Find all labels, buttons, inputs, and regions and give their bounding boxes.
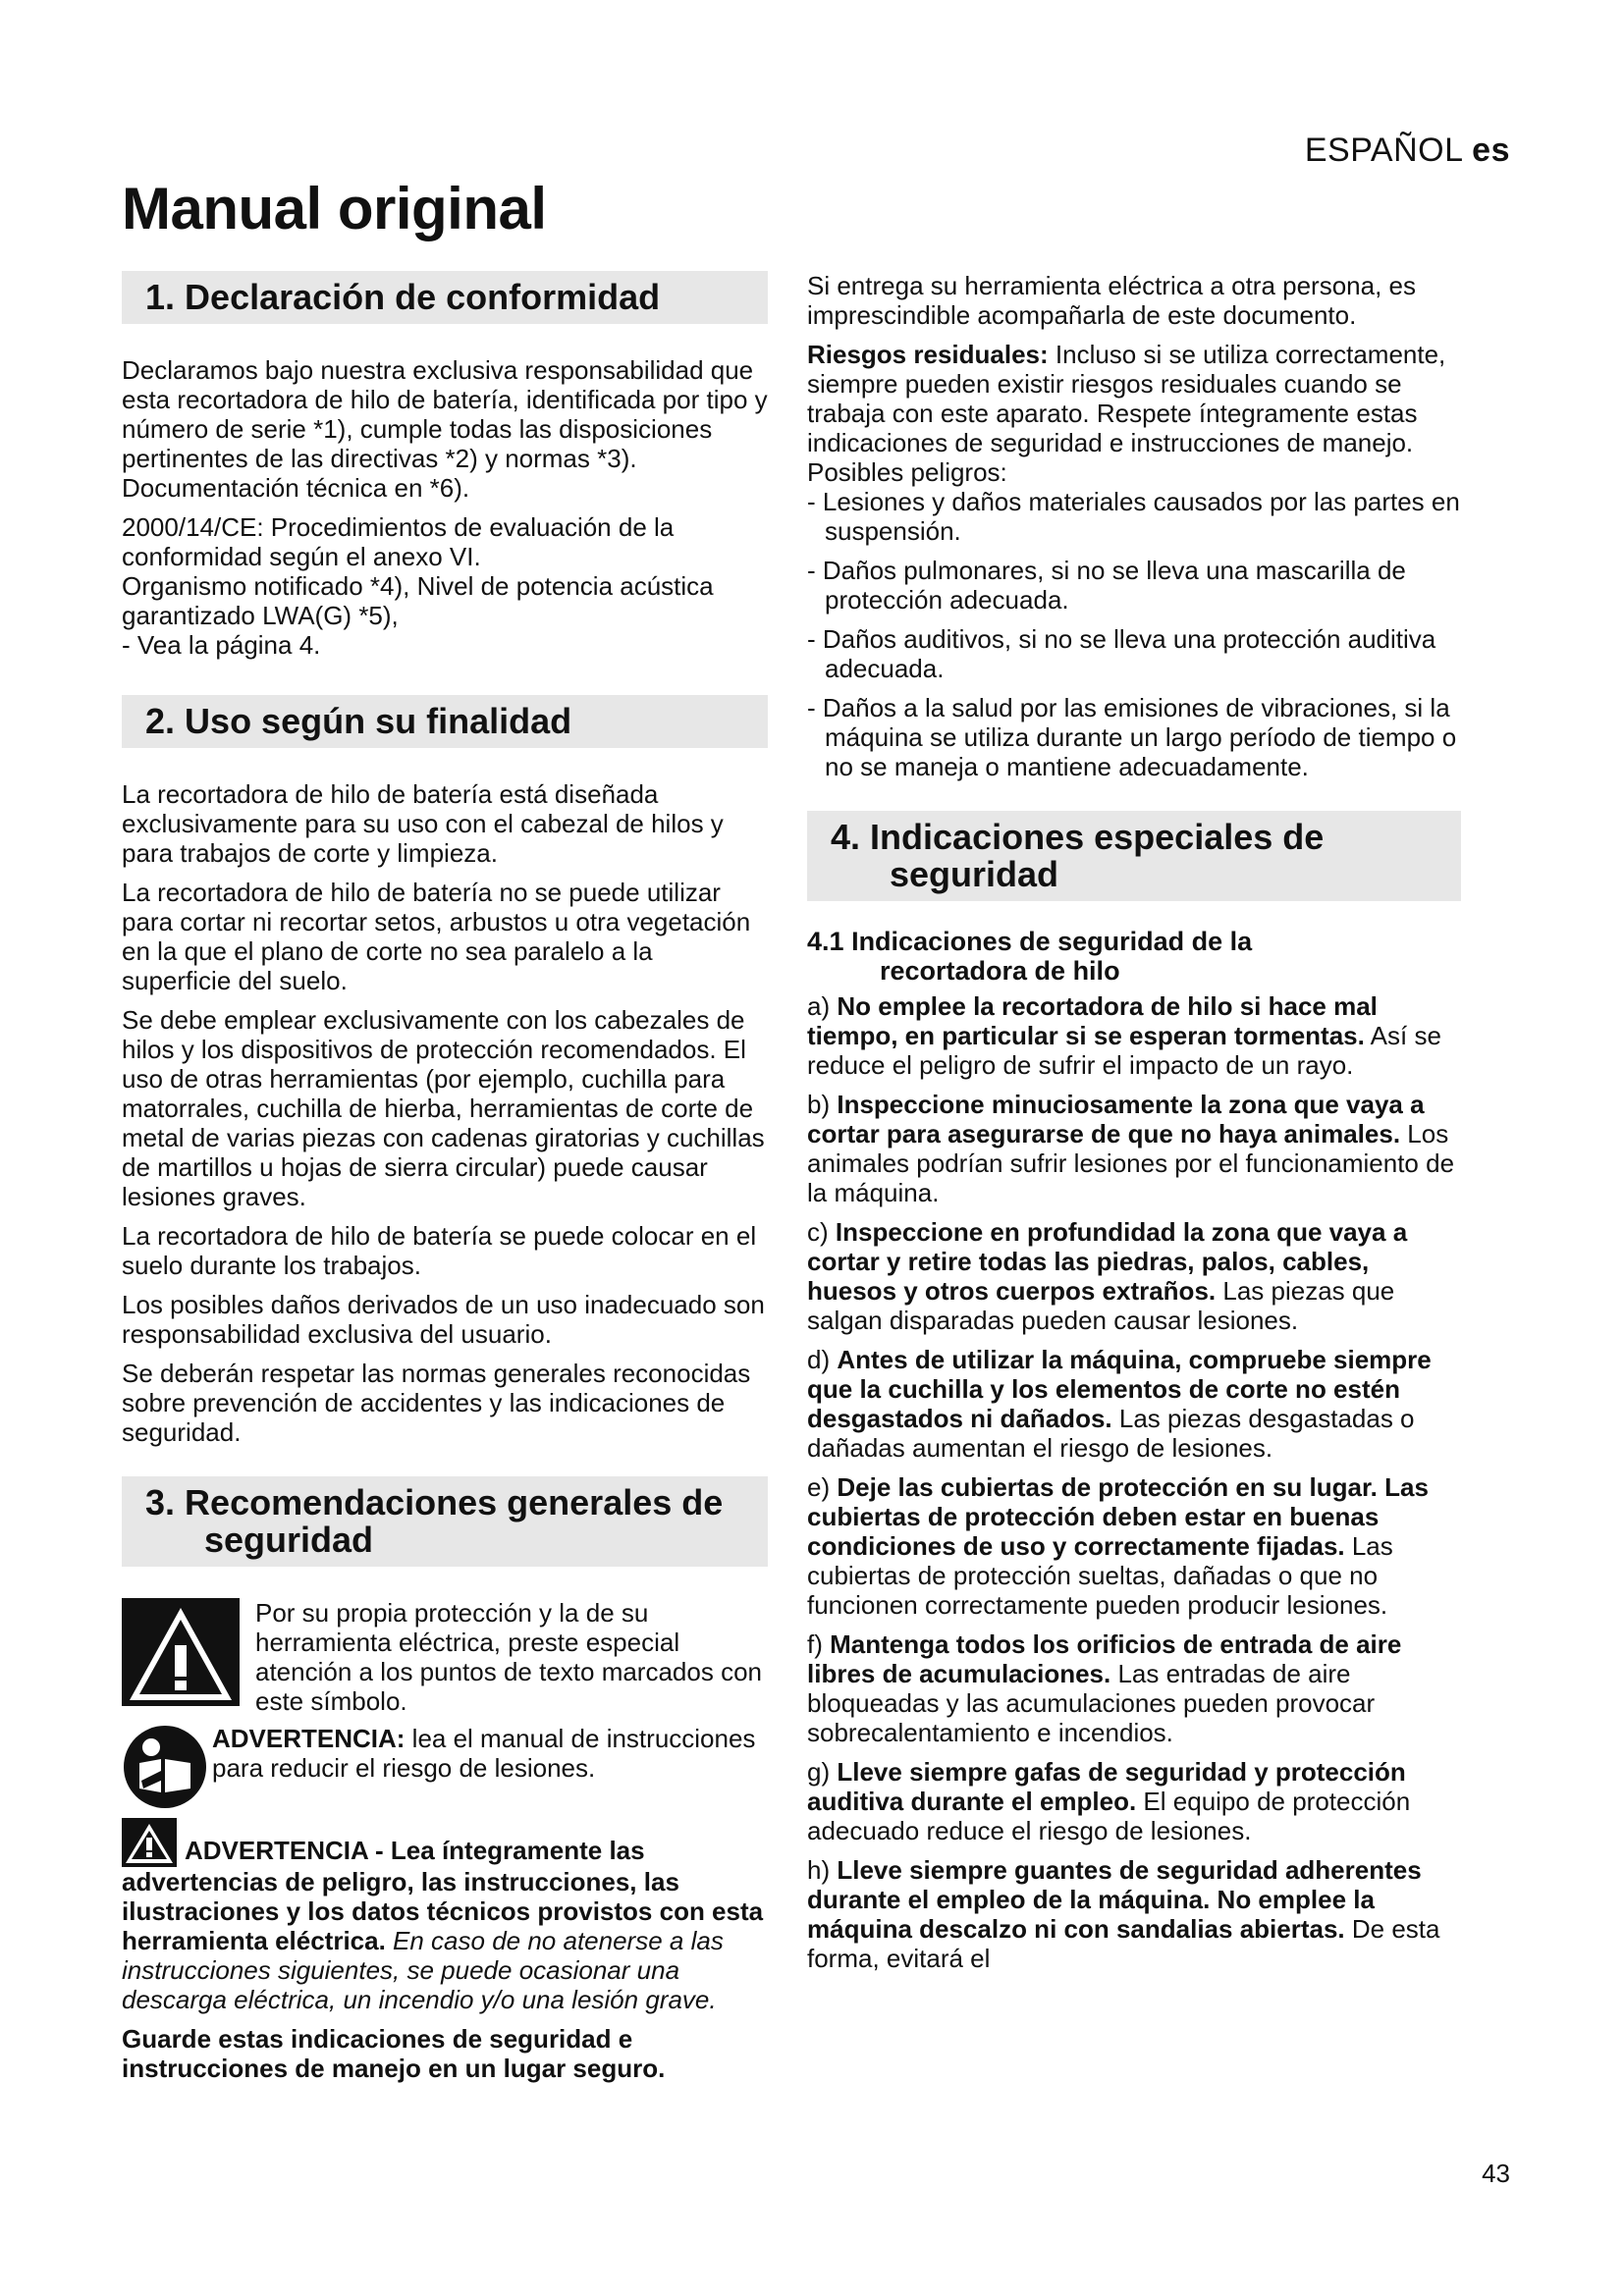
- item-text: Los animales podrían sufrir lesiones por el funcionamiento de la máquina.: [807, 1119, 1455, 1207]
- paragraph: La recortadora de hilo de batería no se puede utilizar para cortar ni recortar setos, arbustos u otra vegetación en la que el plano de corte no sea paralelo a la superficie del suelo.: [122, 878, 751, 995]
- section-title-line2: seguridad: [204, 1520, 374, 1560]
- paragraph: Organismo notificado *4), Nivel de potencia acústica garantizado LWA(G) *5),: [122, 571, 714, 630]
- warning-label: ADVERTENCIA:: [212, 1724, 406, 1753]
- subsection-number: 4.1: [807, 927, 844, 956]
- symbol-note: [122, 1598, 768, 1716]
- paragraph: - Vea la página 4.: [122, 630, 321, 660]
- safety-item-g: [807, 1757, 1461, 1845]
- item-bold: Lleve siempre gafas de seguridad y protección auditiva durante el empleo.: [807, 1757, 1406, 1816]
- section-3-heading: [122, 1476, 768, 1567]
- danger-item: - Daños auditivos, si no se lleva una protección auditiva adecuada.: [807, 624, 1436, 683]
- item-text: De esta forma, evitará el: [807, 1914, 1440, 1973]
- symbol-note-text: Por su propia protección y la de su herramienta eléctrica, preste especial atención a los puntos de texto marcados con este símbolo.: [255, 1598, 762, 1716]
- paragraph: Si entrega su herramienta eléctrica a otra persona, es imprescindible acompañarla de este documento.: [807, 271, 1417, 330]
- safety-item-f: [807, 1629, 1461, 1747]
- item-bold: Deje las cubiertas de protección en su lugar. Las cubiertas de protección deben estar en buenas condiciones de uso y correctamente fijadas.: [807, 1472, 1429, 1561]
- section-number: 4.: [831, 817, 861, 857]
- safety-item-e: [807, 1472, 1461, 1620]
- language-code: es: [1472, 132, 1510, 169]
- warning-triangle-small-icon: [122, 1818, 177, 1867]
- warning-bold-text: ADVERTENCIA - Lea íntegramente las advertencias de peligro, las instrucciones, las ilustraciones y los datos técnicos provistos con esta herramienta eléctrica.: [122, 1836, 764, 1955]
- page-title: Manual original: [122, 176, 547, 241]
- danger-item: - Daños a la salud por las emisiones de vibraciones, si la máquina se utiliza durante un largo período de tiempo o no se maneja o mantiene adecuadamente.: [807, 693, 1457, 781]
- residual-risks-text: Incluso si se utiliza correctamente, siempre pueden existir riesgos residuales cuando se trabaja con este aparato. Respete íntegramente estas indicaciones de seguridad e instrucciones de manejo.: [807, 340, 1446, 457]
- item-letter: g): [807, 1757, 831, 1787]
- section-title: Indicaciones especiales de: [870, 817, 1325, 857]
- item-text: Las piezas desgastadas o dañadas aumentan el riesgo de lesiones.: [807, 1404, 1415, 1463]
- item-bold: Inspeccione minuciosamente la zona que vaya a cortar para asegurarse de que no haya animales.: [807, 1090, 1425, 1148]
- item-text: Las cubiertas de protección sueltas, dañadas o que no funcionen correctamente pueden producir lesiones.: [807, 1531, 1393, 1620]
- language-name: ESPAÑOL: [1304, 132, 1463, 169]
- paragraph: 2000/14/CE: Procedimientos de evaluación de la conformidad según el anexo VI.: [122, 512, 675, 571]
- safety-item-h: [807, 1855, 1461, 1973]
- item-bold: Mantenga todos los orificios de entrada de aire libres de acumulaciones.: [807, 1629, 1402, 1688]
- item-letter: a): [807, 991, 831, 1021]
- item-letter: h): [807, 1855, 831, 1885]
- subsection-4-1-heading: [807, 927, 1461, 986]
- item-letter: b): [807, 1090, 831, 1119]
- section-title-line2: seguridad: [890, 854, 1059, 894]
- paragraph: Los posibles daños derivados de un uso inadecuado son responsabilidad exclusiva del usuario.: [122, 1290, 765, 1349]
- left-column: [122, 271, 768, 2093]
- paragraph: La recortadora de hilo de batería se puede colocar en el suelo durante los trabajos.: [122, 1221, 757, 1280]
- warning-text: lea el manual de instrucciones para reducir el riesgo de lesiones.: [212, 1724, 756, 1783]
- warning-italic-text: En caso de no atenerse a las instrucciones siguientes, se puede ocasionar una descarga eléctrica, un incendio y/o una lesión grave.: [122, 1926, 724, 2014]
- read-manual-text: [212, 1724, 768, 1810]
- subsection-title-line2: recortadora de hilo: [880, 956, 1120, 986]
- page-number: 43: [1482, 2159, 1510, 2188]
- section-number: 1.: [145, 277, 176, 317]
- danger-item: - Daños pulmonares, si no se lleva una mascarilla de protección adecuada.: [807, 556, 1406, 614]
- section-1-heading: [122, 271, 768, 324]
- item-text: Así se reduce el peligro de sufrir el impacto de un rayo.: [807, 1021, 1441, 1080]
- item-letter: f): [807, 1629, 823, 1659]
- safety-item-b: [807, 1090, 1461, 1207]
- warning-paragraph: [122, 1818, 768, 2014]
- paragraph: Se debe emplear exclusivamente con los cabezales de hilos y los dispositivos de protección recomendados. El uso de otras herramientas (por ejemplo, cuchilla para matorrales, cuchilla de hierba, herramientas de corte de metal de varias piezas con cadenas giratorias y cuchillas de martillos u hojas de sierra circular) puede causar lesiones graves.: [122, 1005, 765, 1211]
- section-2-heading: [122, 695, 768, 748]
- item-letter: e): [807, 1472, 831, 1502]
- item-bold: Antes de utilizar la máquina, compruebe siempre que la cuchilla y los elementos de corte no estén desgastados ni dañados.: [807, 1345, 1432, 1433]
- danger-item: - Lesiones y daños materiales causados por las partes en suspensión.: [807, 487, 1460, 546]
- item-letter: c): [807, 1217, 829, 1247]
- section-number: 3.: [145, 1482, 176, 1522]
- paragraph: La recortadora de hilo de batería está diseñada exclusivamente para su uso con el cabezal de hilos y para trabajos de corte y limpieza.: [122, 779, 724, 868]
- keep-instructions: Guarde estas indicaciones de seguridad e instrucciones de manejo en un lugar seguro.: [122, 2024, 666, 2083]
- item-text: El equipo de protección adecuado reduce el riesgo de lesiones.: [807, 1787, 1411, 1845]
- item-text: Las entradas de aire bloqueadas y las acumulaciones pueden provocar sobrecalentamiento e incendios.: [807, 1659, 1376, 1747]
- read-manual-note: [122, 1724, 768, 1810]
- section-title: Uso según su finalidad: [185, 701, 572, 741]
- read-manual-icon: [122, 1724, 208, 1810]
- warning-triangle-icon: [122, 1598, 240, 1706]
- safety-item-c: [807, 1217, 1461, 1335]
- section-number: 2.: [145, 701, 176, 741]
- item-bold: Lleve siempre guantes de seguridad adherentes durante el empleo de la máquina. No emplee la máquina descalzo ni con sandalias abiertas.: [807, 1855, 1422, 1944]
- section-title: Declaración de conformidad: [185, 277, 661, 317]
- paragraph: Se deberán respetar las normas generales reconocidas sobre prevención de accidentes y las indicaciones de seguridad.: [122, 1359, 751, 1447]
- section-title: Recomendaciones generales de: [185, 1482, 724, 1522]
- safety-item-d: [807, 1345, 1461, 1463]
- section-4-heading: [807, 811, 1461, 901]
- language-label: [1305, 132, 1510, 170]
- subsection-title: Indicaciones de seguridad de la: [851, 927, 1253, 956]
- paragraph: Declaramos bajo nuestra exclusiva responsabilidad que esta recortadora de hilo de batería, identificada por tipo y número de serie *1), cumple todas las disposiciones pertinentes de las directivas *2) y normas *3). Documentación técnica en *6).: [122, 355, 768, 503]
- item-letter: d): [807, 1345, 831, 1374]
- right-column: [807, 271, 1461, 1983]
- residual-risks-label: Riesgos residuales:: [807, 340, 1049, 369]
- safety-item-a: [807, 991, 1461, 1080]
- residual-risks: [807, 340, 1461, 457]
- item-text: Las piezas que salgan disparadas pueden causar lesiones.: [807, 1276, 1395, 1335]
- item-bold: Inspeccione en profundidad la zona que vaya a cortar y retire todas las piedras, palos, cables, huesos y otros cuerpos extraños.: [807, 1217, 1408, 1306]
- item-bold: No emplee la recortadora de hilo si hace mal tiempo, en particular si se esperan tormentas.: [807, 991, 1378, 1050]
- dangers-label: Posibles peligros:: [807, 457, 1007, 487]
